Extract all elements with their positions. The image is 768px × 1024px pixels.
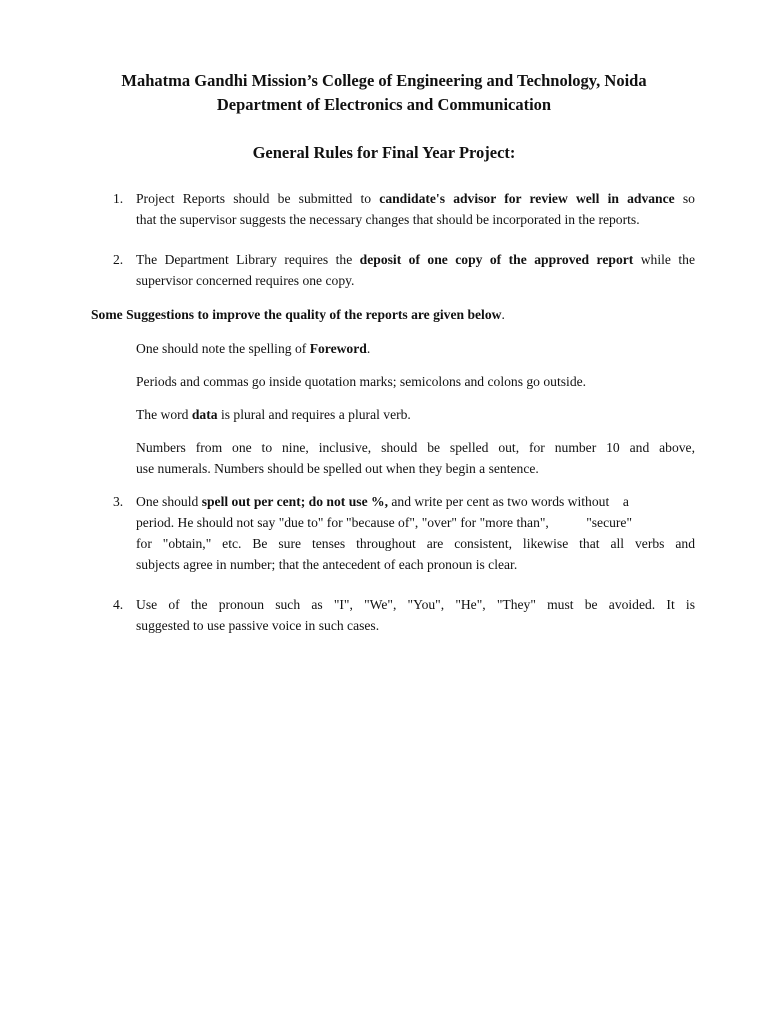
rule-item-3	[113, 491, 695, 575]
rule-text: that the supervisor suggests the necessary changes that should be incorporated in the reports.	[136, 212, 640, 227]
institution-title: Mahatma Gandhi Mission’s College of Engineering and Technology, Noida	[121, 71, 647, 90]
rule-item-2	[113, 249, 695, 291]
suggestion-text: .	[366, 341, 371, 356]
rule-number: 2.	[113, 252, 124, 267]
rule-line	[136, 188, 695, 209]
rule-number: 3.	[113, 494, 124, 509]
rule-emphasis: spell out per cent; do not use %,	[201, 494, 388, 509]
rules-heading: General Rules for Final Year Project:	[252, 143, 516, 162]
suggestion-paragraph	[136, 404, 695, 425]
rule-text: subjects agree in number; that the antecedent of each pronoun is clear.	[136, 557, 518, 572]
rule-text: period. He should not say "due to" for "because of", "over" for "more than", "secure"	[136, 515, 633, 530]
rule-emphasis: candidate's advisor for review well in advance	[379, 191, 675, 206]
suggestion-text: Numbers from one to nine, inclusive, should be spelled out, for number 10 and above,	[136, 440, 695, 455]
rule-line	[136, 249, 695, 270]
rule-item-1	[113, 188, 695, 230]
suggestion-text: is plural and requires a plural verb.	[217, 407, 411, 422]
suggestions-heading-period: .	[501, 307, 505, 322]
rule-number: 1.	[113, 191, 124, 206]
rule-text: and write per cent as two words without a	[388, 494, 629, 509]
rule-text: while the	[633, 252, 695, 267]
suggestion-paragraph: Periods and commas go inside quotation marks; semicolons and colons go outside.	[136, 374, 587, 389]
suggestions-heading-text: Some Suggestions to improve the quality of the reports are given below	[91, 307, 502, 322]
rule-emphasis: deposit of one copy of the approved report	[359, 252, 634, 267]
suggestion-paragraph	[136, 437, 695, 479]
rule-text: so	[674, 191, 695, 206]
suggestion-emphasis: data	[191, 407, 218, 422]
rule-text: The Department Library requires the	[136, 252, 360, 267]
rule-text: Project Reports should be submitted to	[136, 191, 380, 206]
rule-text: Use of the pronoun such as "I", "We", "You", "He", "They" must be avoided. It is	[136, 597, 695, 612]
suggestion-paragraph	[136, 338, 695, 359]
rule-text: supervisor concerned requires one copy.	[136, 273, 355, 288]
rule-item-4	[113, 594, 695, 636]
suggestions-heading	[91, 304, 505, 325]
rule-text: One should	[136, 494, 202, 509]
rule-number: 4.	[113, 597, 124, 612]
department-title: Department of Electronics and Communication	[216, 95, 552, 114]
suggestion-emphasis: Foreword	[309, 341, 367, 356]
rule-text: for "obtain," etc. Be sure tenses throughout are consistent, likewise that all verbs and	[136, 536, 695, 551]
suggestion-text: One should note the spelling of	[136, 341, 310, 356]
suggestion-text: The word	[136, 407, 192, 422]
suggestion-text: use numerals. Numbers should be spelled out when they begin a sentence.	[136, 461, 539, 476]
rule-line	[136, 491, 695, 512]
rule-text: suggested to use passive voice in such cases.	[136, 618, 380, 633]
